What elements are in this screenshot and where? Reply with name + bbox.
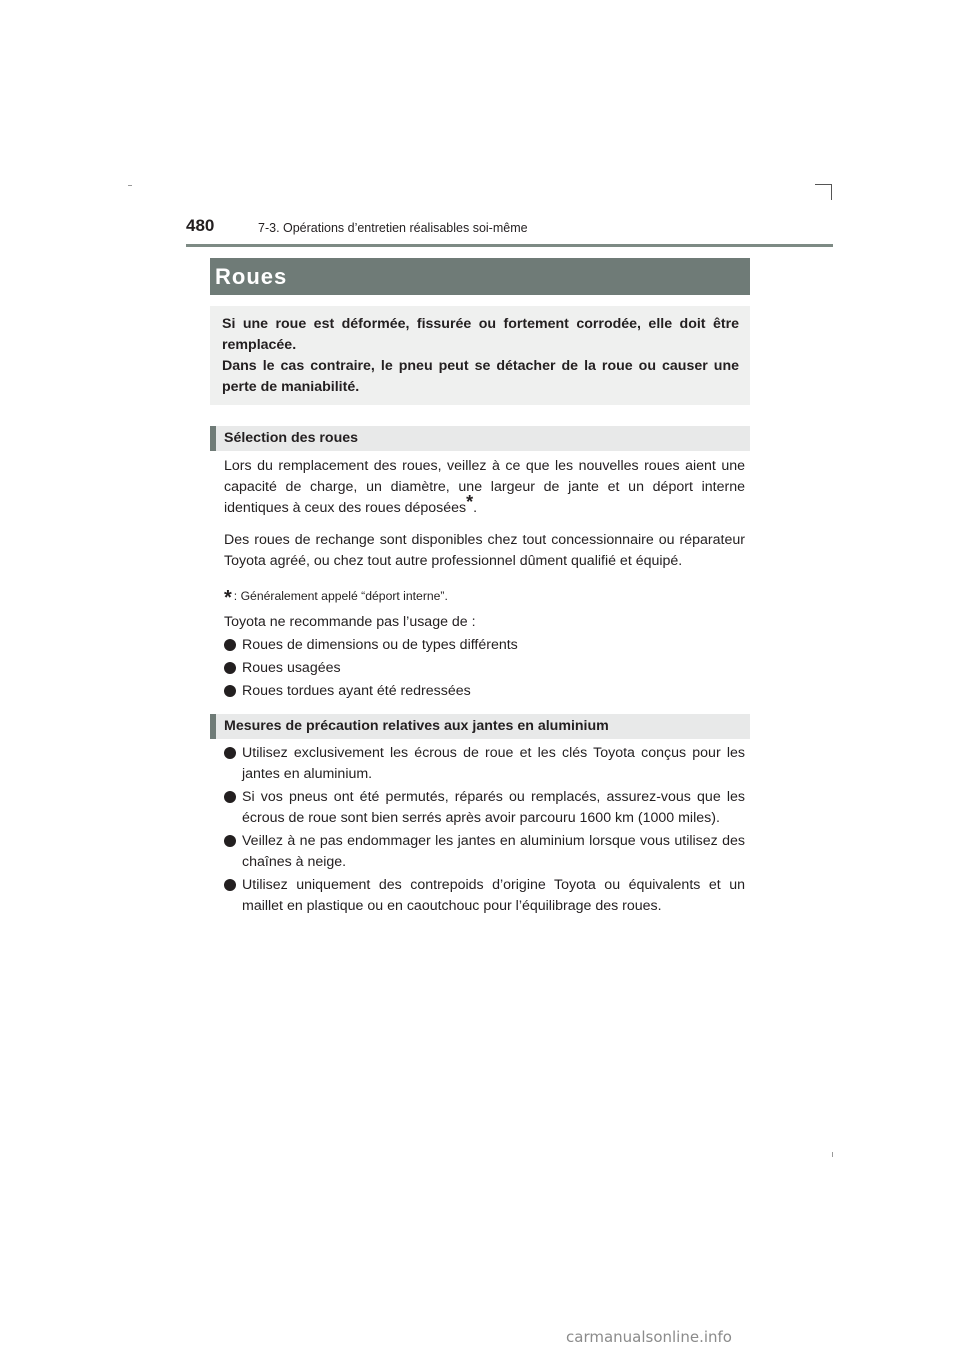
footnote-marker: *: [466, 492, 474, 512]
intro-box: [210, 306, 750, 405]
paragraph-2-text: Des roues de rechange sont disponibles chez tout concessionnaire ou réparateur Toyota agréé, ou chez tout autre professionnel dûment qualifié et équipé.: [224, 532, 745, 569]
not-recommended-intro: Toyota ne recommande pas l’usage de :: [224, 614, 476, 630]
bullet-icon: [224, 835, 236, 847]
aluminum-precautions-list: [224, 743, 745, 919]
section-title: Roues: [210, 258, 750, 295]
bullet-icon: [224, 747, 236, 759]
page-number: 480: [186, 216, 215, 235]
paragraph-1-end: .: [473, 500, 478, 516]
crop-mark-top-right-v: [831, 184, 832, 200]
bullet-icon: [224, 685, 236, 697]
watermark: carmanualsonline.info: [566, 1328, 732, 1346]
bullet-icon: [224, 791, 236, 803]
subheading-wheel-selection: Sélection des roues: [210, 426, 750, 451]
list-item: Utilisez uniquement des contrepoids d’origine Toyota ou équivalents et un maillet en plastique ou en caoutchouc pour l’équilibrage des roues.: [224, 875, 745, 917]
bullet-icon: [224, 639, 236, 651]
footnote: [224, 587, 448, 610]
list-item: Si vos pneus ont été permutés, réparés ou remplacés, assurez-vous que les écrous de roue sont bien serrés après avoir parcouru 1600 km (1000 miles).: [224, 787, 745, 829]
running-header: 7-3. Opérations d’entretien réalisables soi-même: [258, 221, 528, 235]
intro-line-1: Si une roue est déformée, fissurée ou fortement corrodée, elle doit être remplacée.: [222, 316, 739, 353]
footnote-text: : Généralement appelé “déport interne”.: [233, 589, 448, 603]
list-item: Roues usagées: [224, 658, 745, 679]
crop-mark-top-left: [128, 185, 132, 186]
list-item: Roues tordues ayant été redressées: [224, 681, 745, 702]
list-item: Veillez à ne pas endommager les jantes en aluminium lorsque vous utilisez des chaînes à neige.: [224, 831, 745, 873]
wheel-selection-paragraph-1: [224, 456, 745, 519]
subheading-aluminum-precautions: Mesures de précaution relatives aux jantes en aluminium: [210, 714, 750, 739]
intro-line-2: Dans le cas contraire, le pneu peut se détacher de la roue ou causer une perte de maniabilité.: [222, 358, 739, 395]
footnote-star: *: [224, 587, 232, 609]
header-rule: [186, 244, 833, 247]
bullet-icon: [224, 662, 236, 674]
list-item: Utilisez exclusivement les écrous de roue et les clés Toyota conçus pour les jantes en aluminium.: [224, 743, 745, 785]
crop-mark-bottom-right: [832, 1152, 833, 1157]
paragraph-1-text: Lors du remplacement des roues, veillez à ce que les nouvelles roues aient une capacité de charge, un diamètre, une largeur de jante et un déport interne identiques à ceux des roues déposées: [224, 458, 745, 516]
list-item: Roues de dimensions ou de types différents: [224, 635, 745, 656]
not-recommended-list: [224, 635, 745, 704]
crop-mark-top-right-h: [815, 184, 832, 185]
wheel-selection-paragraph-2: [224, 530, 745, 572]
bullet-icon: [224, 879, 236, 891]
